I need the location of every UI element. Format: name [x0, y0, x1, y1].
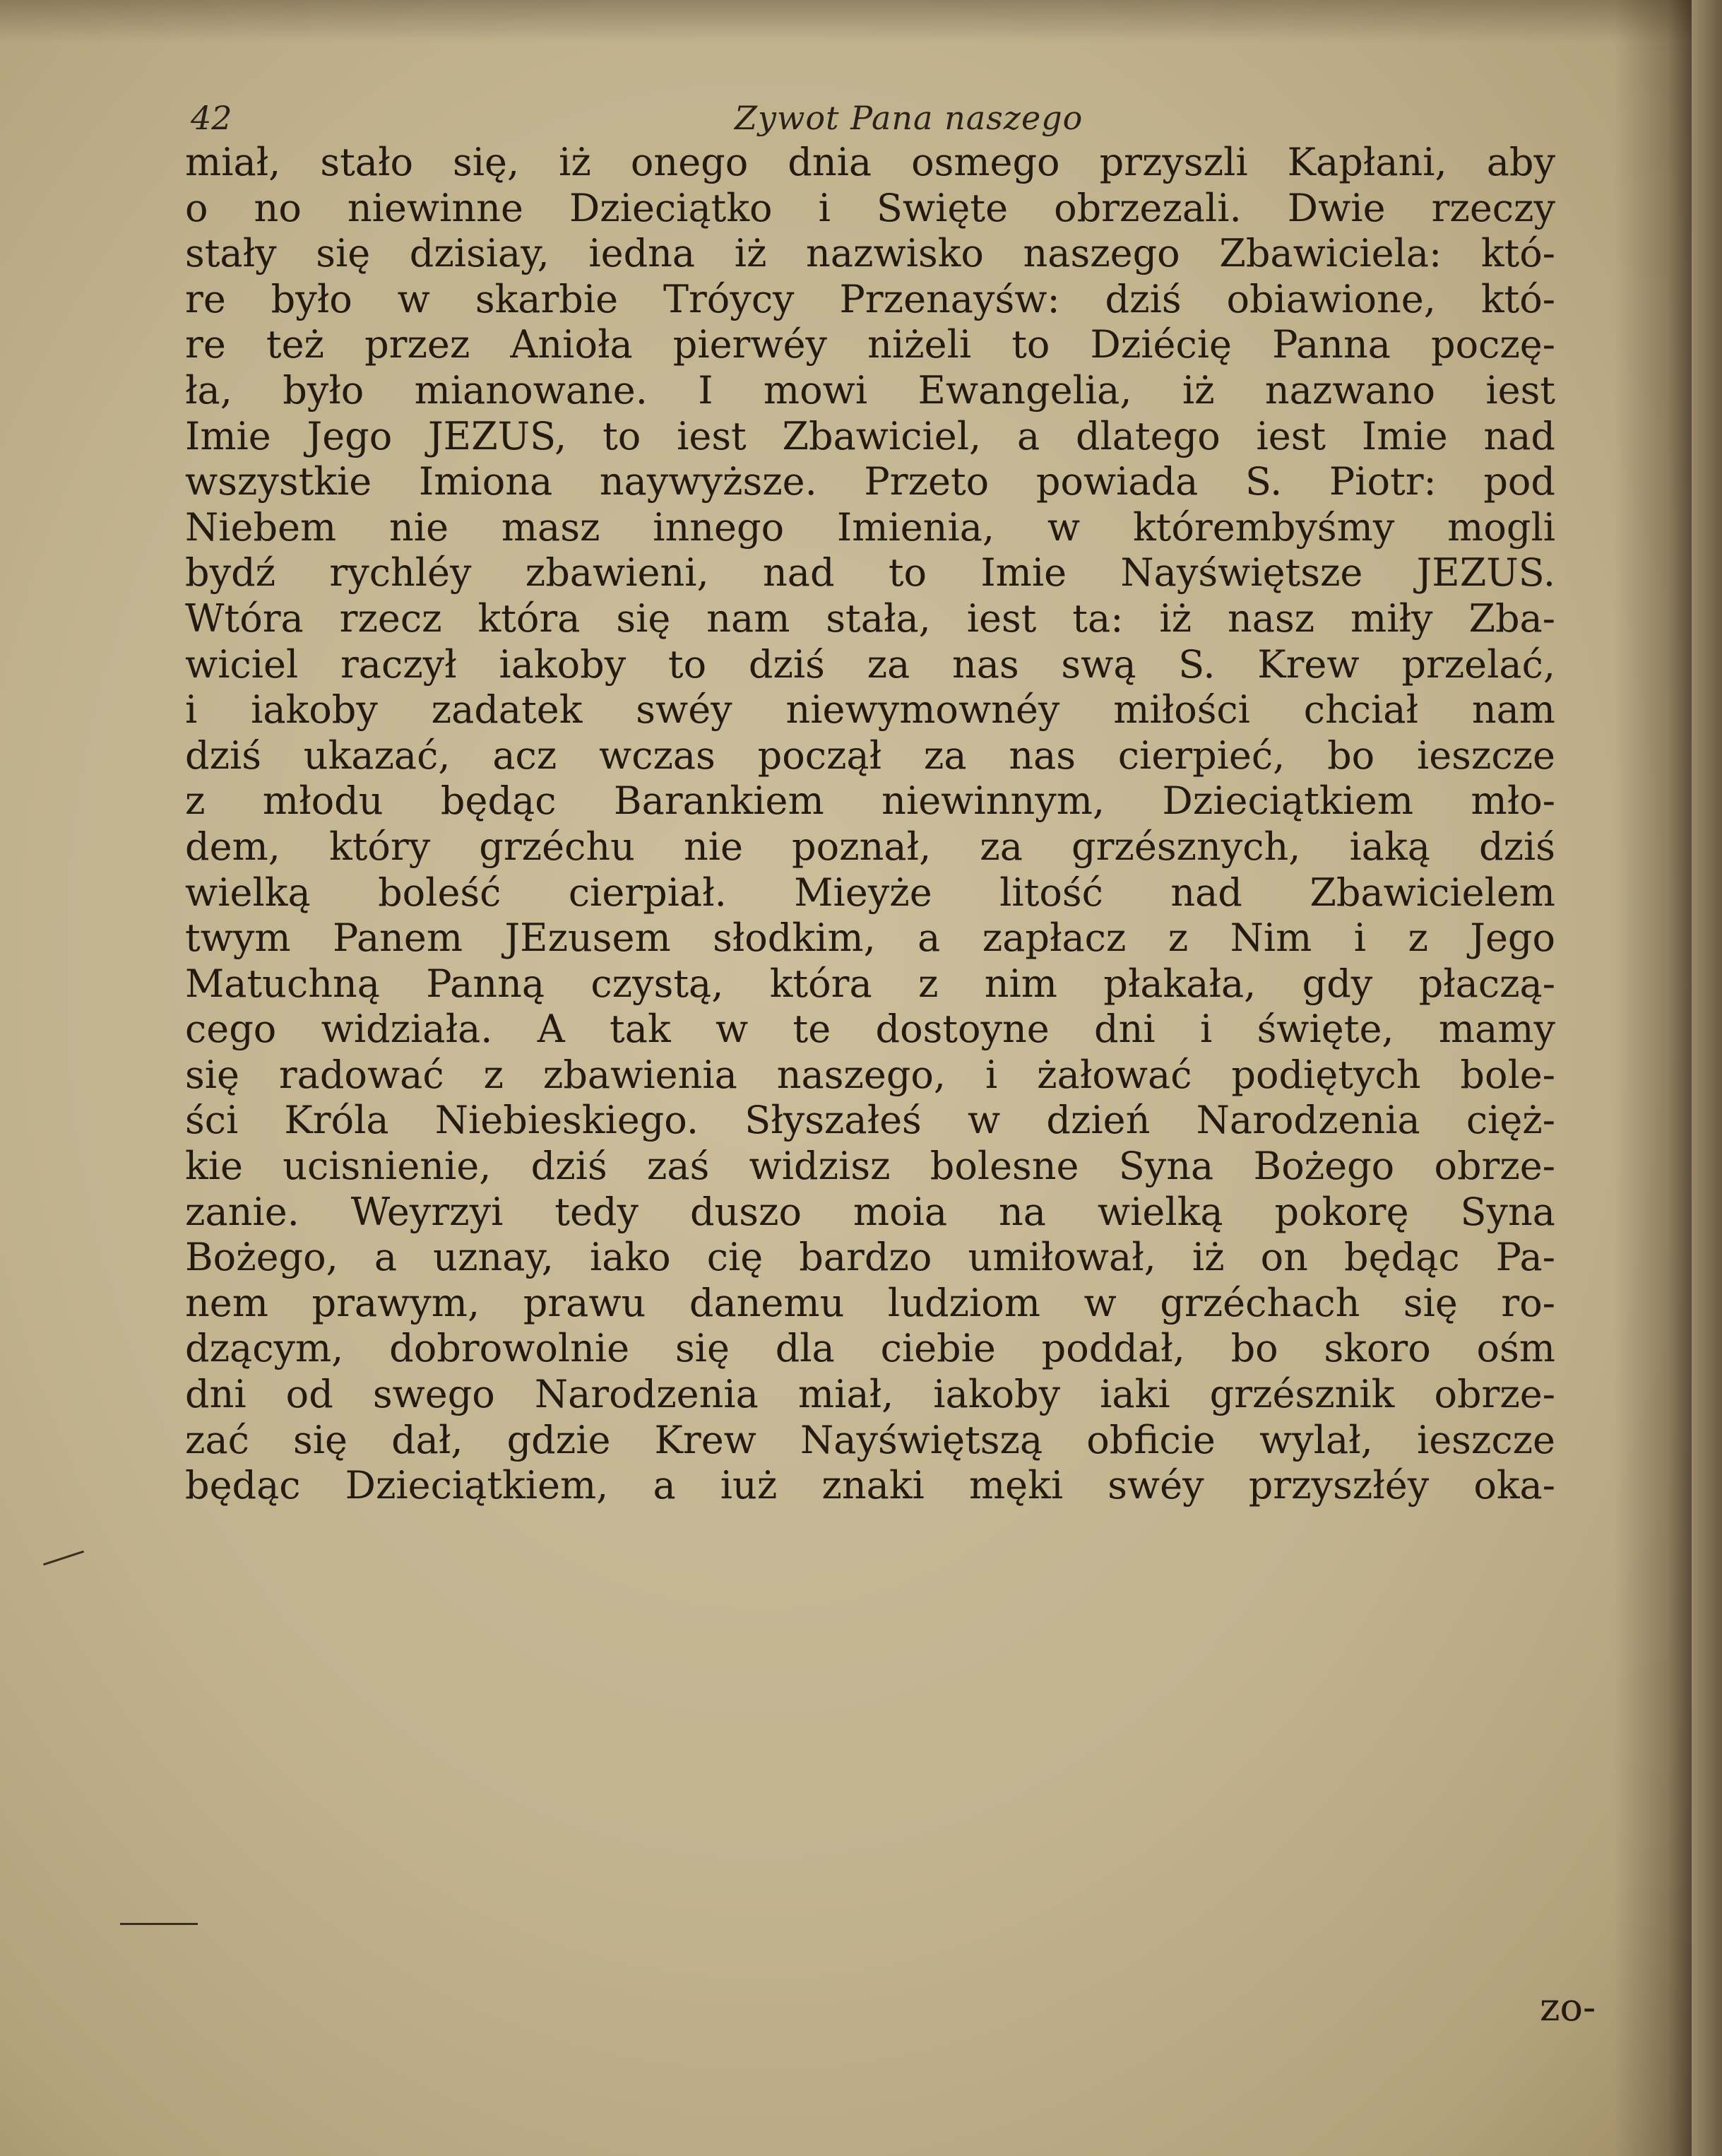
text-line-16: dem, który grzéchu nie poznał, za grzésznych, iaką dziś	[185, 824, 1555, 869]
text-line-27: dzącym, dobrowolnie się dla ciebie poddał, bo skoro ośm	[185, 1326, 1555, 1371]
body-text	[185, 140, 1555, 1509]
text-line-11: Wtóra rzecz która się nam stała, iest ta: iż nasz miły Zba-	[185, 596, 1555, 641]
text-line-12: wiciel raczył iakoby to dziś za nas swą S. Krew przelać,	[185, 641, 1555, 687]
text-line-20: cego widziała. A tak w te dostoyne dni i święte, mamy	[185, 1007, 1555, 1052]
page-header	[191, 99, 1519, 141]
text-line-26: nem prawym, prawu danemu ludziom w grzéchach się ro-	[185, 1280, 1555, 1325]
text-line-24: zanie. Weyrzyi tedy duszo moia na wielką pokorę Syna	[185, 1189, 1555, 1234]
text-line-28: dni od swego Narodzenia miał, iakoby iaki grzésznik obrze-	[185, 1372, 1555, 1417]
page-top-shadow	[0, 0, 1692, 42]
text-line-14: dziś ukazać, acz wczas począł za nas cierpieć, bo ieszcze	[185, 733, 1555, 778]
text-line-15: z młodu będąc Barankiem niewinnym, Dzieciątkiem mło-	[185, 778, 1555, 824]
catchword: zo-	[1540, 1985, 1596, 2030]
text-line-1: miał, stało się, iż onego dnia osmego przyszli Kapłani, aby	[185, 140, 1555, 184]
text-line-10: bydź rychléy zbawieni, nad to Imie Nayświętsze JEZUS.	[185, 550, 1555, 596]
text-line-17: wielką boleść cierpiał. Mieyże litość nad Zbawicielem	[185, 870, 1555, 915]
margin-mark	[43, 1551, 84, 1565]
text-line-6: ła, było mianowane. I mowi Ewangelia, iż nazwano iest	[185, 367, 1555, 413]
text-line-2: o no niewinne Dzieciątko i Swięte obrzezali. Dwie rzeczy	[185, 185, 1555, 230]
running-title: Zywot Pana naszego	[735, 99, 1083, 137]
text-line-8: wszystkie Imiona naywyższe. Przeto powiada S. Piotr: pod	[185, 459, 1555, 504]
page-gutter-shadow	[1614, 0, 1692, 2156]
text-line-22: ści Króla Niebieskiego. Słyszałeś w dzień Narodzenia cięż-	[185, 1098, 1555, 1143]
text-line-4: re było w skarbie Tróycy Przenayśw: dziś obiawione, któ-	[185, 276, 1555, 321]
text-line-21: się radować z zbawienia naszego, i żałować podiętych bole-	[185, 1052, 1555, 1097]
text-line-30: będąc Dzieciątkiem, a iuż znaki męki swéy przyszłéy oka-	[185, 1463, 1555, 1508]
margin-mark	[120, 1923, 198, 1925]
text-line-23: kie ucisnienie, dziś zaś widzisz bolesne Syna Bożego obrze-	[185, 1144, 1555, 1189]
text-line-13: i iakoby zadatek swéy niewymownéy miłości chciał nam	[185, 687, 1555, 733]
adjacent-page-edge	[1692, 0, 1722, 2156]
text-line-18: twym Panem JEzusem słodkim, a zapłacz z Nim i z Jego	[185, 916, 1555, 961]
text-line-9: Niebem nie masz innego Imienia, w którembyśmy mogli	[185, 504, 1555, 550]
text-line-7: Imie Jego JEZUS, to iest Zbawiciel, a dlatego iest Imie nad	[185, 413, 1555, 458]
text-line-29: zać się dał, gdzie Krew Nayświętszą obficie wylał, ieszcze	[185, 1417, 1555, 1462]
text-line-5: re też przez Anioła pierwéy niżeli to Dziécię Panna poczę-	[185, 322, 1555, 367]
text-line-19: Matuchną Panną czystą, która z nim płakała, gdy płaczą-	[185, 961, 1555, 1006]
text-line-3: stały się dzisiay, iedna iż nazwisko naszego Zbawiciela: któ-	[185, 231, 1555, 276]
text-line-25: Bożego, a uznay, iako cię bardzo umiłował, iż on będąc Pa-	[185, 1235, 1555, 1280]
page-number: 42	[191, 99, 232, 137]
